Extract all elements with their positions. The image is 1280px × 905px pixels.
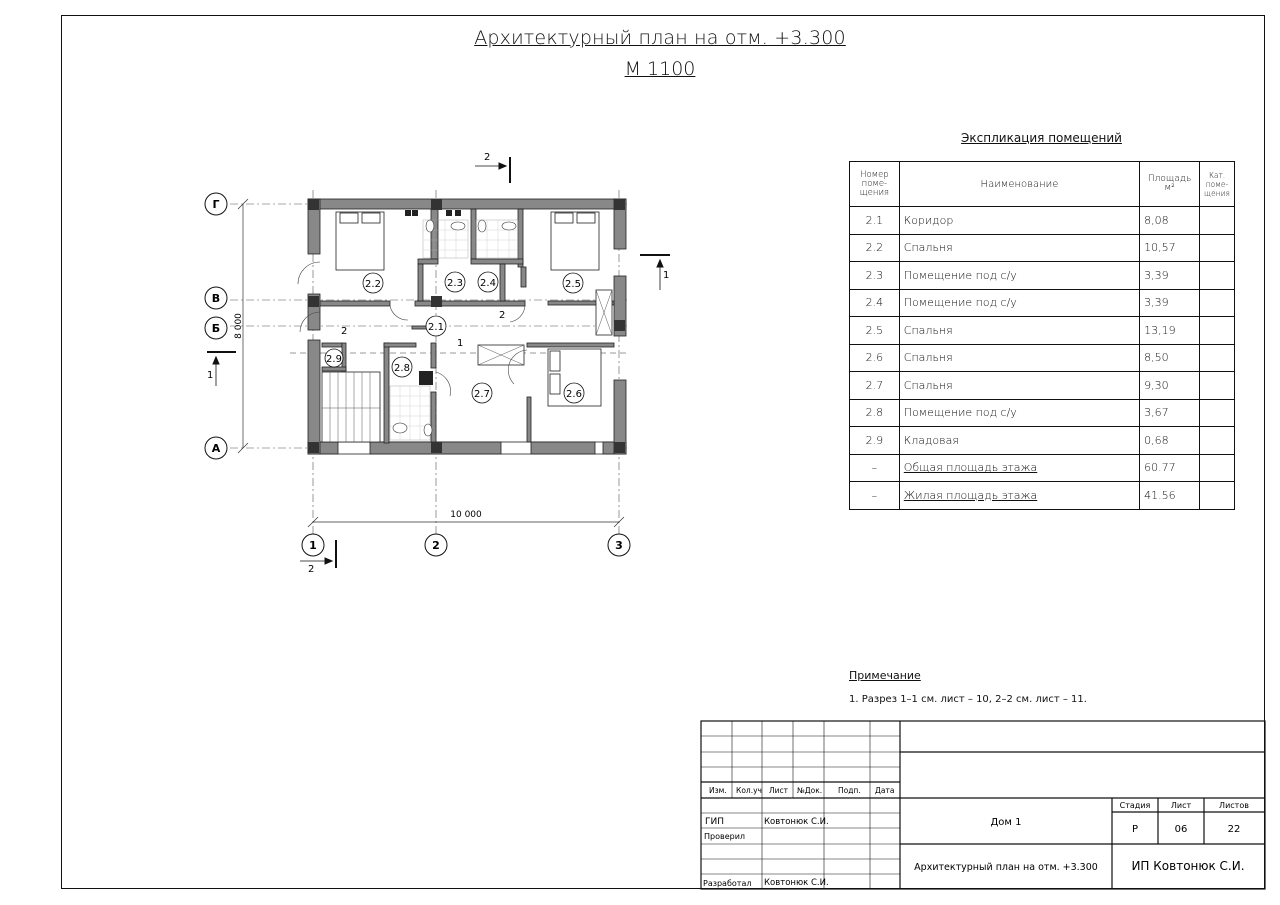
header-num: Номер поме- щения (850, 162, 900, 207)
axis-label-3: 3 (615, 539, 623, 552)
room-tag-2-6: 2.6 (566, 389, 582, 400)
row-name: Помещение под с/у (899, 262, 1139, 290)
level-mark-1: 2 (341, 326, 348, 337)
row-cat (1200, 234, 1235, 262)
row-cat (1200, 262, 1235, 290)
level-mark-2: 2 (499, 310, 506, 321)
tb-project: Дом 1 (990, 817, 1022, 828)
table-row (850, 234, 1235, 262)
tb-col-koluch: Кол.уч (736, 786, 762, 795)
row-area: 10,57 (1140, 234, 1200, 262)
tb-col-data: Дата (875, 786, 895, 795)
room-tag-2-8: 2.8 (394, 363, 410, 374)
row-num: 2.7 (850, 372, 900, 400)
table-row (850, 207, 1235, 235)
dim-vertical: 10 000 (450, 510, 482, 520)
axis-label-1: 1 (309, 539, 317, 552)
total-num: – (850, 454, 900, 482)
axis-label-a: А (211, 442, 221, 455)
tb-sheets-label: Листов (1219, 801, 1249, 810)
total-cat (1200, 482, 1235, 510)
level-mark-3: 1 (457, 338, 464, 349)
total-area: 41.56 (1140, 482, 1200, 510)
axis-label-v: В (211, 292, 221, 305)
total-area: 60.77 (1140, 454, 1200, 482)
note-text: 1. Разрез 1–1 см. лист – 10, 2–2 см. лист – 11. (849, 694, 1087, 705)
room-tag-2-9: 2.9 (326, 354, 342, 365)
drawing-title: Архитектурный план на отм. +3.300 (474, 27, 846, 49)
row-area: 0,68 (1140, 427, 1200, 455)
tb-sheets: 22 (1227, 824, 1241, 835)
row-area: 3,39 (1140, 262, 1200, 290)
table-row (850, 317, 1235, 345)
total-row (850, 454, 1235, 482)
note-title: Примечание (849, 669, 921, 682)
row-cat (1200, 344, 1235, 372)
tb-gip-name: Ковтонюк С.И. (764, 817, 829, 827)
explication-table (849, 161, 1235, 510)
row-num: 2.1 (850, 207, 900, 235)
tb-dev-label: Разработал (703, 879, 752, 888)
tb-stage: Р (1131, 824, 1139, 835)
table-row (850, 372, 1235, 400)
row-area: 8,50 (1140, 344, 1200, 372)
tb-dev-name: Ковтонюк С.И. (764, 878, 829, 888)
row-cat (1200, 317, 1235, 345)
total-num: – (850, 482, 900, 510)
row-cat (1200, 289, 1235, 317)
section-2-bottom: 2 (308, 564, 315, 575)
table-row (850, 427, 1235, 455)
tb-gip-label: ГИП (705, 817, 724, 827)
row-name: Спальня (899, 344, 1139, 372)
axis-label-2: 2 (432, 539, 440, 552)
total-cat (1200, 454, 1235, 482)
row-name: Помещение под с/у (899, 289, 1139, 317)
tb-org: ИП Ковтонюк С.И. (1131, 859, 1245, 873)
tb-checked-label: Проверил (704, 832, 746, 841)
section-2-top: 2 (484, 152, 491, 163)
room-tag-2-1: 2.1 (428, 322, 444, 333)
row-area: 3,67 (1140, 399, 1200, 427)
header-cat: Кат. поме- щения (1200, 162, 1235, 207)
row-num: 2.9 (850, 427, 900, 455)
tb-col-list: Лист (769, 786, 789, 795)
room-tag-2-5: 2.5 (565, 279, 581, 290)
row-area: 9,30 (1140, 372, 1200, 400)
table-row (850, 289, 1235, 317)
room-tag-2-3: 2.3 (447, 278, 463, 289)
table-header (850, 162, 1235, 207)
row-cat (1200, 427, 1235, 455)
total-row (850, 482, 1235, 510)
room-tag-2-7: 2.7 (474, 389, 490, 400)
section-1-left: 1 (207, 370, 214, 381)
explication-title: Экспликация помещений (961, 131, 1122, 145)
row-area: 13,19 (1140, 317, 1200, 345)
row-cat (1200, 399, 1235, 427)
row-name: Спальня (899, 372, 1139, 400)
table-row (850, 262, 1235, 290)
row-num: 2.4 (850, 289, 900, 317)
row-name: Коридор (899, 207, 1139, 235)
tb-col-podp: Подп. (838, 786, 861, 795)
row-num: 2.6 (850, 344, 900, 372)
tb-sheet: 06 (1174, 824, 1188, 835)
row-area: 8,08 (1140, 207, 1200, 235)
row-area: 3,39 (1140, 289, 1200, 317)
row-cat (1200, 372, 1235, 400)
row-name: Помещение под с/у (899, 399, 1139, 427)
row-num: 2.3 (850, 262, 900, 290)
table-row (850, 399, 1235, 427)
total-name: Жилая площадь этажа (899, 482, 1139, 510)
title-block (700, 720, 1266, 890)
header-name: Наименование (899, 162, 1139, 207)
axis-label-g: Г (212, 198, 220, 211)
axis-label-b: Б (211, 322, 221, 335)
section-1-right: 1 (663, 270, 670, 281)
total-name: Общая площадь этажа (899, 454, 1139, 482)
room-tag-2-2: 2.2 (365, 279, 381, 290)
row-name: Кладовая (899, 427, 1139, 455)
floor-plan (0, 0, 700, 600)
row-cat (1200, 207, 1235, 235)
row-num: 2.2 (850, 234, 900, 262)
row-num: 2.5 (850, 317, 900, 345)
tb-col-ndok: №Док. (797, 786, 823, 795)
room-tag-2-4: 2.4 (480, 278, 496, 289)
tb-sheet-title: Архитектурный план на отм. +3.300 (914, 862, 1098, 873)
tb-sheet-label: Лист (1170, 801, 1192, 810)
row-num: 2.8 (850, 399, 900, 427)
row-name: Спальня (899, 234, 1139, 262)
table-row (850, 344, 1235, 372)
tb-col-izm: Изм. (709, 786, 727, 795)
tb-stage-label: Стадия (1119, 801, 1151, 810)
drawing-scale: М 1100 (624, 58, 696, 80)
dim-vertical-label: 8 000 (234, 313, 244, 339)
row-name: Спальня (899, 317, 1139, 345)
header-area: Площадь м² (1140, 162, 1200, 207)
